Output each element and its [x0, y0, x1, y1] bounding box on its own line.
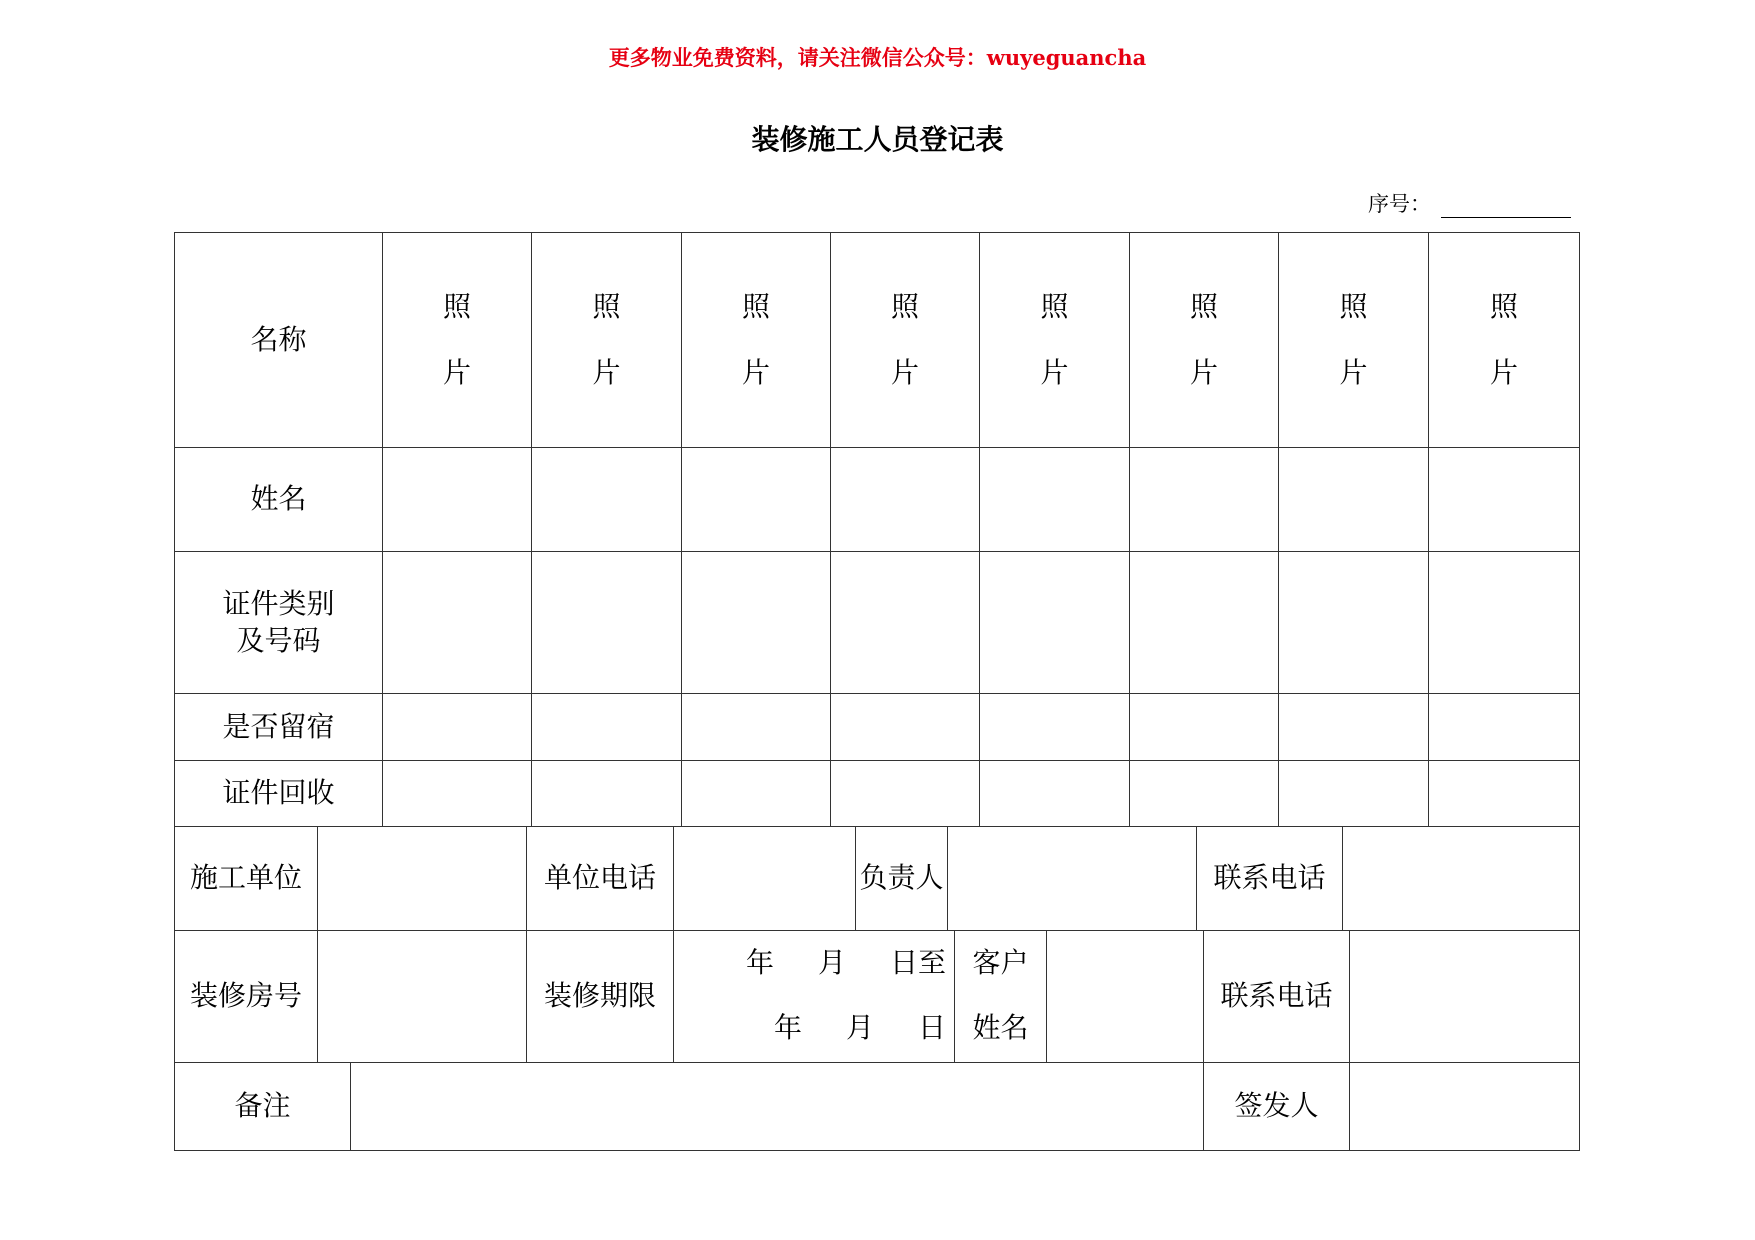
row-label-id: 证件类别 及号码 [175, 552, 383, 694]
contact-phone-input[interactable] [1343, 826, 1580, 930]
photo-slot[interactable]: 照 片 [1130, 233, 1279, 448]
issuer-label: 签发人 [1204, 1062, 1350, 1150]
contact-phone-label: 联系电话 [1197, 826, 1343, 930]
to-month: 月 [845, 1010, 874, 1044]
manager-label: 负责人 [856, 826, 948, 930]
remarks-table [174, 1062, 1580, 1151]
id-cell[interactable] [980, 552, 1130, 694]
id-row [175, 552, 1580, 694]
company-label: 施工单位 [175, 826, 318, 930]
stay-cell[interactable] [831, 694, 980, 761]
stay-row [175, 694, 1580, 761]
id-return-cell[interactable] [1279, 761, 1429, 827]
name-cell[interactable] [831, 448, 980, 552]
remarks-label: 备注 [175, 1062, 351, 1150]
id-return-row [175, 761, 1580, 827]
customer-name-label: 客户 姓名 [955, 930, 1047, 1062]
room-input[interactable] [318, 930, 527, 1062]
promo-banner: 更多物业免费资料，请关注微信公众号：wuyeguancha [608, 45, 1147, 70]
id-cell[interactable] [831, 552, 980, 694]
company-row [175, 826, 1580, 930]
name-cell[interactable] [980, 448, 1130, 552]
serial-blank[interactable] [1441, 195, 1571, 218]
page-title: 装修施工人员登记表 [751, 123, 1004, 156]
name-cell[interactable] [1429, 448, 1580, 552]
photo-row [175, 233, 1580, 448]
from-month: 月 [817, 946, 846, 980]
name-row [175, 448, 1580, 552]
room-label: 装修房号 [175, 930, 318, 1062]
id-return-cell[interactable] [532, 761, 682, 827]
customer-name-input[interactable] [1047, 930, 1204, 1062]
id-return-cell[interactable] [1130, 761, 1279, 827]
name-cell[interactable] [383, 448, 532, 552]
row-label-stay: 是否留宿 [175, 694, 383, 761]
stay-cell[interactable] [1130, 694, 1279, 761]
remarks-input[interactable] [351, 1062, 1204, 1150]
to-day: 日 [917, 1010, 946, 1044]
id-cell[interactable] [1429, 552, 1580, 694]
company-phone-label: 单位电话 [527, 826, 674, 930]
from-day: 日至 [889, 946, 946, 980]
issuer-input[interactable] [1350, 1062, 1580, 1150]
company-phone-input[interactable] [674, 826, 856, 930]
photo-slot[interactable]: 照 片 [682, 233, 831, 448]
id-return-cell[interactable] [383, 761, 532, 827]
photo-slot[interactable]: 照 片 [831, 233, 980, 448]
remarks-row [175, 1062, 1580, 1150]
stay-cell[interactable] [682, 694, 831, 761]
id-return-cell[interactable] [1429, 761, 1580, 827]
id-return-cell[interactable] [682, 761, 831, 827]
name-cell[interactable] [1279, 448, 1429, 552]
stay-cell[interactable] [980, 694, 1130, 761]
personnel-table [174, 232, 1580, 827]
project-info-table [174, 826, 1580, 931]
serial-number-field [1368, 188, 1571, 218]
id-cell[interactable] [532, 552, 682, 694]
photo-slot[interactable]: 照 片 [532, 233, 682, 448]
photo-slot[interactable]: 照 片 [1279, 233, 1429, 448]
row-label-id-return: 证件回收 [175, 761, 383, 827]
period-dates[interactable] [674, 930, 955, 1062]
stay-cell[interactable] [532, 694, 682, 761]
serial-label: 序号： [1368, 192, 1431, 216]
name-cell[interactable] [1130, 448, 1279, 552]
renovation-info-table [174, 930, 1580, 1063]
contact-phone2-input[interactable] [1350, 930, 1580, 1062]
id-cell[interactable] [682, 552, 831, 694]
company-input[interactable] [318, 826, 527, 930]
name-cell[interactable] [532, 448, 682, 552]
row-label-name: 姓名 [175, 448, 383, 552]
stay-cell[interactable] [383, 694, 532, 761]
to-year: 年 [773, 1010, 802, 1044]
stay-cell[interactable] [1429, 694, 1580, 761]
id-return-cell[interactable] [980, 761, 1130, 827]
row-label-name-header: 名称 [175, 233, 383, 448]
photo-slot[interactable]: 照 片 [980, 233, 1130, 448]
id-cell[interactable] [383, 552, 532, 694]
id-return-cell[interactable] [831, 761, 980, 827]
room-row [175, 930, 1580, 1062]
photo-slot[interactable]: 照 片 [383, 233, 532, 448]
photo-slot[interactable]: 照 片 [1429, 233, 1580, 448]
from-year: 年 [745, 946, 774, 980]
manager-input[interactable] [948, 826, 1197, 930]
id-cell[interactable] [1279, 552, 1429, 694]
stay-cell[interactable] [1279, 694, 1429, 761]
period-label: 装修期限 [527, 930, 674, 1062]
id-cell[interactable] [1130, 552, 1279, 694]
name-cell[interactable] [682, 448, 831, 552]
contact-phone2-label: 联系电话 [1204, 930, 1350, 1062]
